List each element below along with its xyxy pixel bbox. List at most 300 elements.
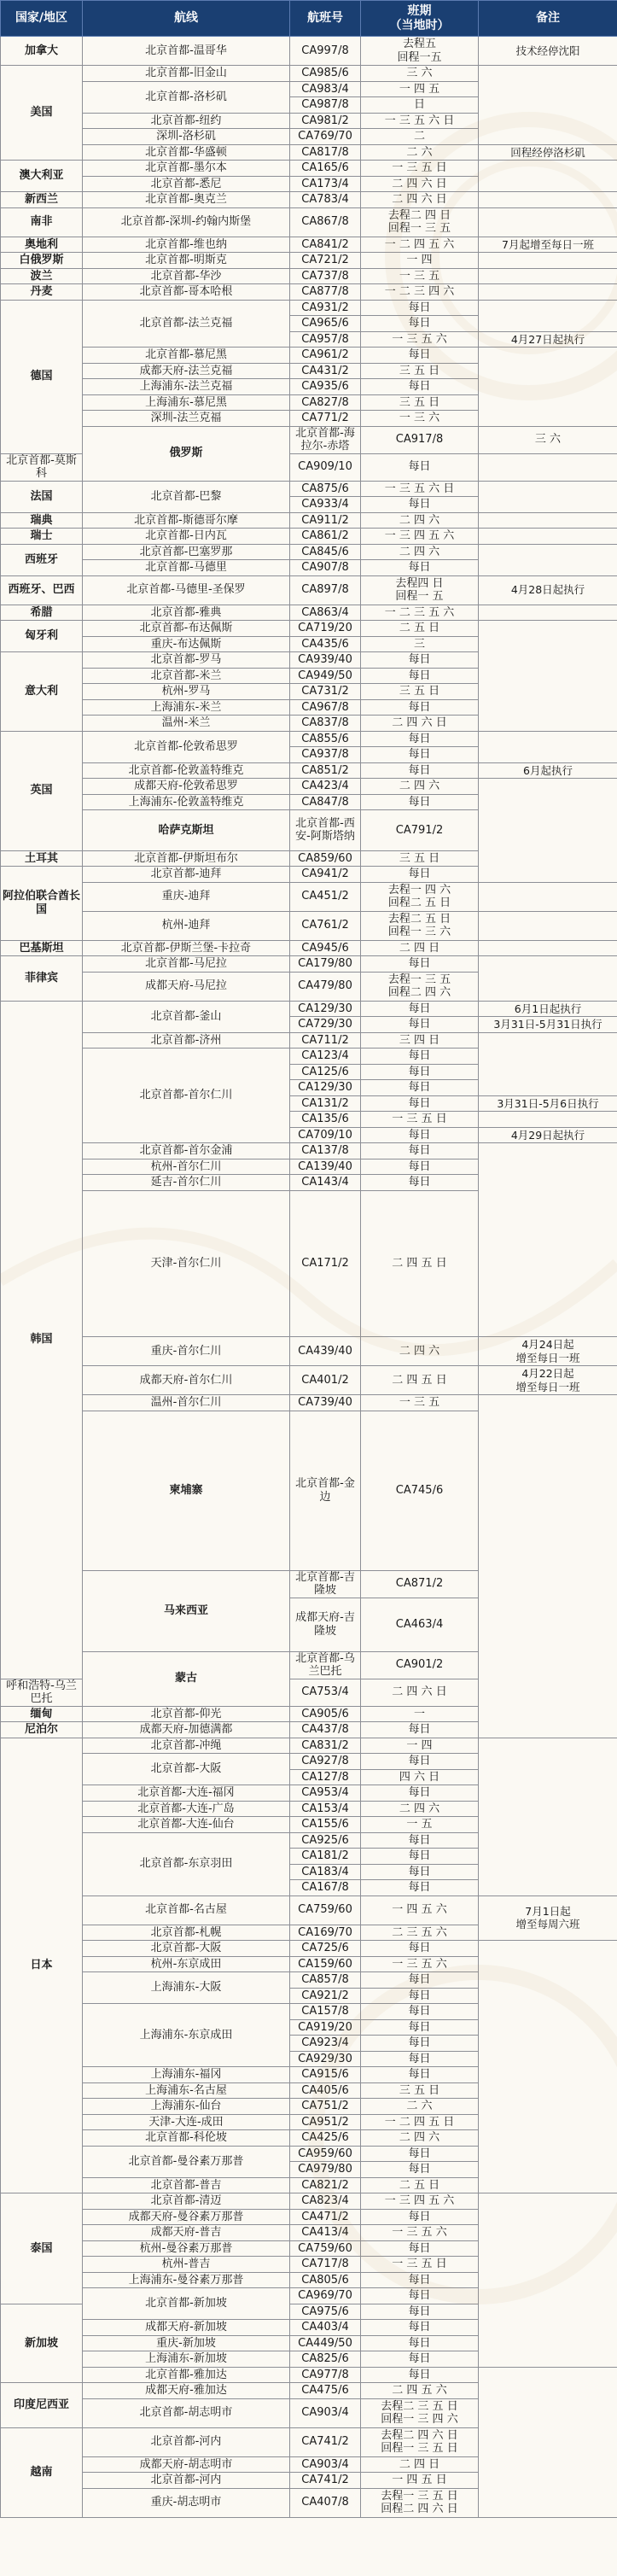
- flight-number-cell: CA841/2: [290, 237, 361, 253]
- country-cell: 韩国: [1, 1001, 83, 1679]
- flight-number-cell: CA759/60: [290, 2240, 361, 2257]
- schedule-cell: 每日: [361, 747, 479, 763]
- note-cell: [479, 348, 617, 427]
- route-cell: 上海浦东-仙台: [83, 2099, 290, 2115]
- note-cell: [479, 779, 617, 883]
- flight-number-cell: CA923/4: [290, 2036, 361, 2052]
- schedule-cell: 每日: [361, 1143, 479, 1159]
- schedule-cell: 每日: [361, 731, 479, 747]
- schedule-cell: 二 四 六 日: [361, 176, 479, 192]
- schedule-cell: 去程二 四 日 回程一 三 五: [361, 207, 479, 237]
- flight-number-cell: CA931/2: [290, 300, 361, 316]
- schedule-cell: 每日: [361, 2036, 479, 2052]
- flight-number-cell: CA741/2: [290, 2473, 361, 2489]
- flight-number-cell: CA171/2: [290, 1190, 361, 1337]
- flight-number-cell: CA751/2: [290, 2099, 361, 2115]
- route-cell: 北京首都-马德里-圣保罗: [83, 575, 290, 605]
- flight-number-cell: CA997/8: [290, 37, 361, 66]
- route-cell: 北京首都-首尔金浦: [83, 1143, 290, 1159]
- schedule-cell: 三 五 日: [361, 394, 479, 411]
- route-cell: 北京首都-温哥华: [83, 37, 290, 66]
- schedule-cell: 一 五: [361, 1817, 479, 1833]
- route-cell: 杭州-东京成田: [83, 1956, 290, 1972]
- schedule-cell: 三 六: [479, 426, 617, 453]
- table-row: [1, 1143, 617, 1159]
- route-cell: 成都天府-雅加达: [83, 2383, 290, 2399]
- schedule-cell: 每日: [361, 2004, 479, 2020]
- route-cell: 北京首都-乌兰巴托: [290, 1651, 361, 1679]
- flight-number-cell: CA925/6: [290, 1832, 361, 1849]
- schedule-cell: 三 五 日: [361, 850, 479, 867]
- schedule-cell: 去程二 四 六 日 回程一 三 五 日: [361, 2427, 479, 2456]
- flight-number-cell: CA179/80: [290, 956, 361, 973]
- note-cell: 3月31日-5月6日执行: [479, 1095, 617, 1112]
- schedule-cell: 每日: [361, 348, 479, 364]
- note-cell: 7月起增至每日一班: [479, 237, 617, 253]
- route-cell: 北京首都-大连-福冈: [83, 1785, 290, 1802]
- flight-number-cell: CA449/50: [290, 2335, 361, 2351]
- schedule-cell: 每日: [361, 316, 479, 332]
- flight-number-cell: CA729/30: [290, 1017, 361, 1033]
- flight-number-cell: CA831/2: [290, 1738, 361, 1754]
- route-cell: 成都天府-普吉: [83, 2225, 290, 2241]
- route-cell: 北京首都-雅典: [83, 605, 290, 621]
- schedule-cell: 二 四 六: [361, 512, 479, 529]
- country-cell: 阿拉伯联合酋长国: [1, 867, 83, 941]
- country-cell: 瑞典: [1, 512, 83, 529]
- schedule-cell: 一 二 三 五 六: [361, 605, 479, 621]
- country-cell: 巴基斯坦: [1, 940, 83, 956]
- schedule-cell: 去程一 三 五 回程二 四 六: [361, 972, 479, 1001]
- table-row: [1, 529, 617, 545]
- note-cell: [479, 1032, 617, 1095]
- route-cell: 上海浦东-伦敦盖特维克: [83, 794, 290, 810]
- route-cell: 重庆-新加坡: [83, 2335, 290, 2351]
- note-cell: 4月29日起执行: [479, 1127, 617, 1143]
- flight-number-cell: CA451/2: [290, 882, 361, 911]
- flight-number-cell: CA937/8: [290, 747, 361, 763]
- table-row: [1, 161, 617, 177]
- table-row: [1, 207, 617, 237]
- country-cell: 俄罗斯: [83, 426, 290, 481]
- flight-number-cell: CA857/8: [290, 1972, 361, 1989]
- route-cell: 北京首都-冲绳: [83, 1738, 290, 1754]
- route-cell: 北京首都-名古屋: [83, 1895, 290, 1925]
- note-cell: [479, 940, 617, 956]
- note-cell: [479, 253, 617, 269]
- country-cell: 缅甸: [1, 1706, 83, 1722]
- table-row: [1, 2257, 617, 2273]
- country-cell: 尼泊尔: [1, 1722, 83, 1738]
- schedule-cell: 一 三 五 六: [361, 1956, 479, 1972]
- schedule-cell: 每日: [361, 1941, 479, 1957]
- table-row: [1, 2240, 617, 2257]
- schedule-cell: 二 四 五 日: [361, 1366, 479, 1395]
- route-cell: 北京首都-旧金山: [83, 66, 290, 82]
- schedule-cell: 二 四 六: [361, 1801, 479, 1817]
- flight-number-cell: CA939/40: [290, 652, 361, 669]
- schedule-cell: 每日: [361, 2367, 479, 2383]
- country-cell: 新加坡: [1, 2304, 83, 2383]
- route-cell: 北京首都-华沙: [83, 268, 290, 284]
- route-cell: 呼和浩特-乌兰巴托: [1, 1679, 83, 1706]
- route-cell: 北京首都-悉尼: [83, 176, 290, 192]
- country-cell: 白俄罗斯: [1, 253, 83, 269]
- table-row: [1, 1941, 617, 1957]
- flight-number-cell: CA861/2: [290, 529, 361, 545]
- route-cell: 上海浦东-米兰: [83, 699, 290, 716]
- flight-number-cell: CA183/4: [290, 1864, 361, 1880]
- schedule-cell: 二 四 六: [361, 779, 479, 795]
- schedule-cell: 每日: [361, 1754, 479, 1770]
- route-cell: 北京首都-法兰克福: [83, 300, 290, 348]
- schedule-cell: 去程一 四 六 回程二 五 日: [361, 882, 479, 911]
- schedule-cell: 去程四 日 回程一 五: [361, 575, 479, 605]
- route-cell: 上海浦东-大阪: [83, 1972, 290, 2004]
- schedule-cell: 每日: [361, 379, 479, 395]
- country-cell: 南非: [1, 207, 83, 237]
- flight-number-cell: CA875/6: [290, 481, 361, 497]
- table-row: [1, 956, 617, 973]
- schedule-cell: 每日: [361, 453, 479, 481]
- route-cell: 北京首都-海拉尔-赤塔: [290, 426, 361, 453]
- table-row: [1, 1738, 617, 1754]
- schedule-cell: 一 二 四 五 日: [361, 2114, 479, 2130]
- route-cell: 杭州-曼谷素万那普: [83, 2240, 290, 2257]
- flight-number-cell: CA969/70: [290, 2288, 361, 2304]
- schedule-cell: 每日: [361, 1880, 479, 1896]
- flight-number-cell: CA827/8: [290, 394, 361, 411]
- schedule-cell: 每日: [361, 2351, 479, 2368]
- route-cell: 北京首都-巴塞罗那: [83, 544, 290, 560]
- schedule-cell: 二 四 日: [361, 940, 479, 956]
- schedule-cell: 一 四 五: [361, 81, 479, 97]
- flight-number-cell: CA717/8: [290, 2257, 361, 2273]
- table-row: [1, 2193, 617, 2210]
- country-cell: 泰国: [1, 2193, 83, 2304]
- flight-number-cell: CA423/4: [290, 779, 361, 795]
- flight-number-cell: CA439/40: [290, 1337, 361, 1366]
- flight-number-cell: CA847/8: [290, 794, 361, 810]
- table-row: [1, 268, 617, 284]
- schedule-cell: 一 三 五 日: [361, 2257, 479, 2273]
- route-cell: 北京首都-马德里: [83, 560, 290, 576]
- table-row: [1, 731, 617, 747]
- note-cell: [479, 1395, 617, 1738]
- schedule-cell: 一 四: [361, 253, 479, 269]
- note-cell: [479, 192, 617, 208]
- schedule-cell: 每日: [361, 2019, 479, 2036]
- route-cell: 成都天府-加德满都: [83, 1722, 290, 1738]
- flight-number-cell: CA957/8: [290, 331, 361, 348]
- flight-number-cell: CA905/6: [290, 1706, 361, 1722]
- note-cell: [479, 544, 617, 575]
- country-cell: 新西兰: [1, 192, 83, 208]
- flight-number-cell: CA167/8: [290, 1880, 361, 1896]
- flight-number-cell: CA759/60: [290, 1895, 361, 1925]
- flight-number-cell: CA871/2: [361, 1570, 479, 1598]
- country-cell: 马来西亚: [83, 1570, 290, 1651]
- route-cell: 成都天府-曼谷素万那普: [83, 2209, 290, 2225]
- route-cell: 北京首都-慕尼黑: [83, 348, 290, 364]
- route-cell: 北京首都-莫斯科: [1, 453, 83, 481]
- schedule-cell: 每日: [361, 2320, 479, 2336]
- table-row: [1, 2209, 617, 2225]
- note-cell: 4月28日起执行: [479, 575, 617, 605]
- flight-number-cell: CA405/6: [290, 2082, 361, 2099]
- flight-number-cell: CA959/60: [290, 2146, 361, 2162]
- schedule-cell: 每日: [361, 1049, 479, 1065]
- table-row: [1, 284, 617, 301]
- flight-number-cell: CA921/2: [290, 1988, 361, 2004]
- route-cell: 北京首都-大连-广岛: [83, 1801, 290, 1817]
- route-cell: 北京首都-雅加达: [83, 2367, 290, 2383]
- route-cell: 北京首都-科伦坡: [83, 2130, 290, 2147]
- flight-number-cell: CA771/2: [290, 411, 361, 427]
- route-cell: 成都天府-法兰克福: [83, 363, 290, 379]
- flight-number-cell: CA753/4: [290, 1679, 361, 1706]
- route-cell: 上海浦东-慕尼黑: [83, 394, 290, 411]
- route-cell: 北京首都-明斯克: [83, 253, 290, 269]
- route-cell: 杭州-罗马: [83, 684, 290, 700]
- flight-number-cell: CA137/8: [290, 1143, 361, 1159]
- flight-number-cell: CA983/4: [290, 81, 361, 97]
- flight-number-cell: CA935/6: [290, 379, 361, 395]
- country-cell: 蒙古: [83, 1651, 290, 1706]
- route-cell: 上海浦东-福冈: [83, 2067, 290, 2083]
- route-cell: 温州-首尔仁川: [83, 1395, 290, 1411]
- flight-number-cell: CA951/2: [290, 2114, 361, 2130]
- table-row: [1, 2367, 617, 2383]
- schedule-cell: 三 五 日: [361, 684, 479, 700]
- flight-number-cell: CA927/8: [290, 1754, 361, 1770]
- flight-number-cell: CA903/4: [290, 2456, 361, 2473]
- table-row: [1, 605, 617, 621]
- flight-number-cell: CA407/8: [290, 2488, 361, 2517]
- table-row: [1, 37, 617, 66]
- flight-number-cell: CA725/6: [290, 1941, 361, 1957]
- flight-number-cell: CA769/70: [290, 129, 361, 145]
- flight-number-cell: CA821/2: [290, 2177, 361, 2193]
- note-cell: [479, 284, 617, 301]
- note-cell: [479, 956, 617, 1002]
- table-row: [1, 940, 617, 956]
- route-cell: 北京首都-新加坡: [83, 2288, 290, 2320]
- table-row: [1, 779, 617, 795]
- note-cell: 6月起执行: [479, 762, 617, 779]
- note-cell: 4月22日起 增至每日一班: [479, 1366, 617, 1395]
- country-cell: 加拿大: [1, 37, 83, 66]
- route-cell: 北京首都-华盛顿: [83, 144, 290, 161]
- route-cell: 北京首都-普吉: [83, 2177, 290, 2193]
- flight-number-cell: CA425/6: [290, 2130, 361, 2147]
- flight-number-cell: CA911/2: [290, 512, 361, 529]
- flight-number-cell: CA901/2: [361, 1651, 479, 1679]
- flight-number-cell: CA805/6: [290, 2272, 361, 2288]
- schedule-cell: 每日: [361, 560, 479, 576]
- flight-number-cell: CA159/60: [290, 1956, 361, 1972]
- flight-number-cell: CA859/60: [290, 850, 361, 867]
- route-cell: 重庆-迪拜: [83, 882, 290, 911]
- schedule-cell: 每日: [361, 2304, 479, 2320]
- note-cell: [479, 1112, 617, 1128]
- schedule-cell: 每日: [361, 668, 479, 684]
- schedule-cell: 二 四 六: [361, 2130, 479, 2147]
- table-row: [1, 300, 617, 316]
- route-cell: 天津-首尔仁川: [83, 1190, 290, 1337]
- route-cell: 北京首都-吉隆坡: [290, 1570, 361, 1598]
- schedule-cell: 每日: [361, 1864, 479, 1880]
- schedule-cell: 一: [361, 1706, 479, 1722]
- flight-number-cell: CA967/8: [290, 699, 361, 716]
- schedule-cell: 二 四 五 六: [361, 2383, 479, 2399]
- table-row: [1, 2225, 617, 2241]
- table-header-row: [1, 1, 617, 37]
- schedule-cell: 每日: [361, 956, 479, 973]
- flight-number-cell: CA169/70: [290, 1925, 361, 1941]
- note-cell: 技术经停沈阳: [479, 37, 617, 66]
- route-cell: 北京首都-胡志明市: [83, 2398, 290, 2427]
- route-cell: 北京首都-大阪: [83, 1754, 290, 1785]
- schedule-cell: 每日: [361, 2067, 479, 2083]
- note-cell: [479, 2367, 617, 2517]
- flight-number-cell: CA173/4: [290, 176, 361, 192]
- flight-number-cell: CA719/20: [290, 621, 361, 637]
- table-row: [1, 1001, 617, 1017]
- route-cell: 北京首都-河内: [83, 2473, 290, 2489]
- route-cell: 北京首都-金边: [290, 1411, 361, 1570]
- note-cell: [479, 161, 617, 192]
- route-cell: 成都天府-首尔仁川: [83, 1366, 290, 1395]
- country-cell: 英国: [1, 731, 83, 850]
- route-cell: 北京首都-斯德哥尔摩: [83, 512, 290, 529]
- flight-number-cell: CA731/2: [290, 684, 361, 700]
- schedule-cell: 每日: [361, 2335, 479, 2351]
- schedule-cell: 一 二 四 五 六: [361, 237, 479, 253]
- schedule-cell: 二 四 六 日: [361, 716, 479, 732]
- flight-number-cell: CA929/30: [290, 2051, 361, 2067]
- schedule-cell: 一 三 五 六 日: [361, 481, 479, 497]
- route-cell: 北京首都-墨尔本: [83, 161, 290, 177]
- schedule-cell: 每日: [361, 1849, 479, 1865]
- schedule-cell: 一 四: [361, 1738, 479, 1754]
- header-note: 备注: [479, 1, 617, 37]
- flight-number-cell: CA965/6: [290, 316, 361, 332]
- flight-number-cell: CA867/8: [290, 207, 361, 237]
- route-cell: 重庆-布达佩斯: [83, 636, 290, 652]
- flight-number-cell: CA737/8: [290, 268, 361, 284]
- country-cell: 奥地利: [1, 237, 83, 253]
- table-row: [1, 348, 617, 364]
- note-cell: [479, 207, 617, 237]
- route-cell: 成都天府-新加坡: [83, 2320, 290, 2336]
- note-cell: [479, 268, 617, 284]
- country-cell: 澳大利亚: [1, 161, 83, 192]
- route-cell: 杭州-普吉: [83, 2257, 290, 2273]
- flight-number-cell: CA975/6: [290, 2304, 361, 2320]
- table-row: [1, 481, 617, 497]
- table-row: [1, 2320, 617, 2336]
- flight-number-cell: CA909/10: [290, 453, 361, 481]
- schedule-cell: 去程二 三 五 日 回程一 三 四 六: [361, 2398, 479, 2427]
- schedule-cell: 每日: [361, 794, 479, 810]
- flight-number-cell: CA783/4: [290, 192, 361, 208]
- flight-number-cell: CA979/80: [290, 2162, 361, 2178]
- flight-number-cell: CA129/30: [290, 1001, 361, 1017]
- schedule-cell: 一 三 四 五 六: [361, 529, 479, 545]
- flight-number-cell: CA949/50: [290, 668, 361, 684]
- country-cell: 波兰: [1, 268, 83, 284]
- schedule-cell: 一 三 五 日: [361, 1112, 479, 1128]
- flight-number-cell: CA845/6: [290, 544, 361, 560]
- route-cell: 北京首都-清迈: [83, 2193, 290, 2210]
- route-cell: 北京首都-纽约: [83, 113, 290, 129]
- flight-number-cell: CA745/6: [361, 1411, 479, 1570]
- schedule-cell: 一 三 四 五 六: [361, 2193, 479, 2210]
- route-cell: 杭州-首尔仁川: [83, 1159, 290, 1175]
- route-cell: 上海浦东-曼谷素万那普: [83, 2272, 290, 2288]
- flight-number-cell: CA825/6: [290, 2351, 361, 2368]
- schedule-cell: 每日: [361, 867, 479, 883]
- schedule-cell: 一 三 五: [361, 1395, 479, 1411]
- schedule-cell: 一 三 五 日: [361, 161, 479, 177]
- table-row: [1, 2288, 617, 2304]
- flight-number-cell: CA413/4: [290, 2225, 361, 2241]
- route-cell: 北京首都-大连-仙台: [83, 1817, 290, 1833]
- country-cell: 意大利: [1, 652, 83, 732]
- note-cell: [479, 605, 617, 621]
- flight-number-cell: CA463/4: [361, 1598, 479, 1651]
- schedule-cell: 去程五 回程一五: [361, 37, 479, 66]
- schedule-cell: 每日: [361, 1017, 479, 1033]
- flight-number-cell: CA739/40: [290, 1395, 361, 1411]
- flight-number-cell: CA401/2: [290, 1366, 361, 1395]
- route-cell: 北京首都-伦敦希思罗: [83, 731, 290, 762]
- note-cell: [479, 731, 617, 762]
- schedule-cell: 二 四 日: [361, 2456, 479, 2473]
- route-cell: 北京首都-曼谷素万那普: [83, 2146, 290, 2177]
- table-row: [1, 144, 617, 161]
- flight-number-cell: CA709/10: [290, 1127, 361, 1143]
- schedule-cell: 每日: [361, 2051, 479, 2067]
- schedule-cell: 去程二 五 日 回程一 三 六: [361, 911, 479, 940]
- schedule-cell: 一 三 五 六: [361, 331, 479, 348]
- flight-number-cell: CA157/8: [290, 2004, 361, 2020]
- flight-number-cell: CA837/8: [290, 716, 361, 732]
- table-row: [1, 621, 617, 637]
- note-cell: 7月1日起 增至每周六班: [479, 1895, 617, 1941]
- note-cell: [479, 481, 617, 512]
- schedule-cell: 每日: [361, 1988, 479, 2004]
- table-row: [1, 882, 617, 911]
- route-cell: 北京首都-大阪: [83, 1941, 290, 1957]
- flight-number-cell: CA941/2: [290, 867, 361, 883]
- country-cell: 丹麦: [1, 284, 83, 301]
- flight-number-cell: CA761/2: [290, 911, 361, 940]
- schedule-cell: 一 三 五 六 日: [361, 113, 479, 129]
- schedule-cell: 每日: [361, 2272, 479, 2288]
- route-cell: 北京首都-西安-阿斯塔纳: [290, 810, 361, 851]
- route-cell: 北京首都-札幌: [83, 1925, 290, 1941]
- table-row: [1, 2272, 617, 2288]
- schedule-cell: 每日: [361, 1001, 479, 1017]
- flight-number-cell: CA817/8: [290, 144, 361, 161]
- table-row: [1, 66, 617, 82]
- flight-number-cell: CA711/2: [290, 1032, 361, 1049]
- note-cell: [479, 621, 617, 732]
- flight-number-cell: CA127/8: [290, 1769, 361, 1785]
- flight-number-cell: CA129/30: [290, 1080, 361, 1096]
